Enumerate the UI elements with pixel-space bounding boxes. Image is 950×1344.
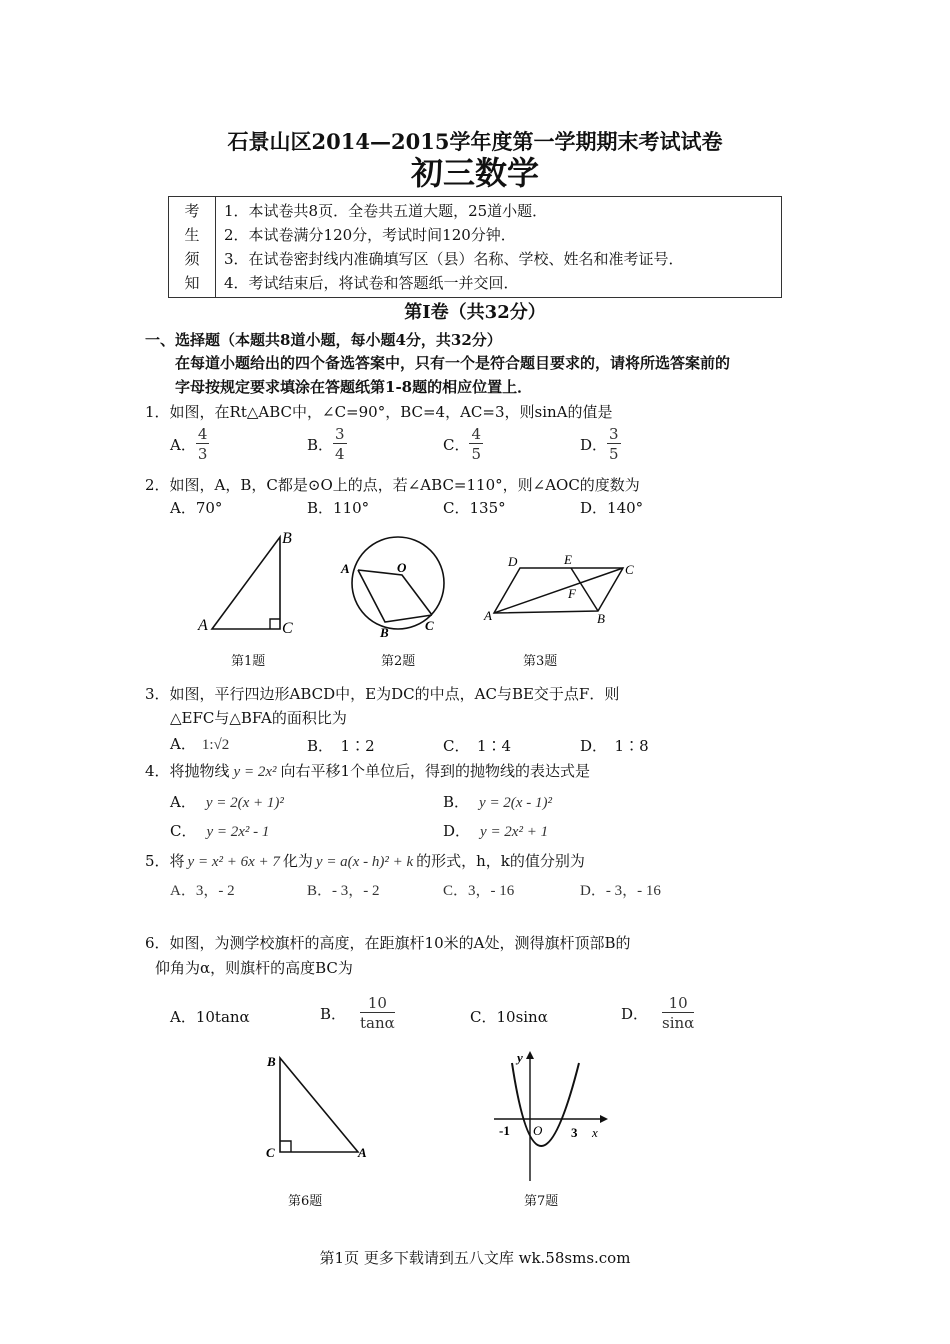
fraction: $\frac{10}{\sin\alpha}$ <box>662 994 695 1032</box>
triangle-bca <box>280 1058 358 1152</box>
q5-option-d: D．- 3，- 16 <box>580 883 661 899</box>
notice-head-char: 考 <box>184 202 200 220</box>
fraction: $\frac{4}{3}$ <box>197 425 208 463</box>
notice-item: 1．本试卷共8页．全卷共五道大题，25道小题． <box>224 202 548 220</box>
q4-option-b: B． y = 2(x - 1)² <box>443 793 552 811</box>
figure-3 <box>478 548 648 628</box>
section1-instruction: 在每道小题给出的四个备选答案中，只有一个是符合题目要求的，请将所选答案前的 <box>175 354 731 372</box>
q6-option-d: D． $\frac{10}{\sin\alpha}$ <box>621 994 695 1032</box>
q6-text-line1: 6．如图，为测学校旗杆的高度，在距旗杆10米的A处，测得旗杆顶部B的 <box>145 934 631 952</box>
exam-subtitle: 初三数学 <box>410 154 539 192</box>
notice-table <box>168 196 782 298</box>
option-label: A． <box>170 735 196 753</box>
q2-option-d: D．140° <box>580 499 644 517</box>
figure-2 <box>338 530 450 642</box>
fig6-caption: 第6题 <box>288 1194 323 1209</box>
fraction: $\frac{4}{5}$ <box>471 425 482 463</box>
part1-title: 第Ⅰ卷（共32分） <box>404 302 546 323</box>
q3-option-a <box>170 733 229 754</box>
q2-option-c: C．135° <box>443 499 506 517</box>
label-three: 3 <box>571 1125 578 1140</box>
chord-abc <box>358 570 432 622</box>
label-b: B <box>282 530 292 547</box>
notice-head-char: 生 <box>184 226 200 244</box>
label-c: C <box>625 562 634 577</box>
parabola-curve <box>512 1063 579 1146</box>
q3-text-line1: 3．如图，平行四边形ABCD中，E为DC的中点，AC与BE交于点F．则 <box>145 685 620 703</box>
fig3-caption: 第3题 <box>523 654 558 669</box>
q5-option-c: C．3，- 16 <box>443 883 515 899</box>
label-e: E <box>564 552 572 567</box>
notice-body <box>216 197 782 298</box>
q5-text: 5．将 y = x² + 6x + 7 化为 y = a(x - h)² + k 的形式，h，k的值分别为 <box>145 852 585 870</box>
triangle-abc <box>212 537 280 629</box>
diagonal-ac <box>494 568 623 613</box>
label-c: C <box>282 620 293 637</box>
q1-option-b <box>307 425 347 464</box>
math-expression: y = 2(x + 1)² <box>205 795 284 811</box>
label-y: y <box>517 1050 523 1065</box>
q3-option-b: B． 1∶2 <box>307 737 375 755</box>
page-footer: 第1页 更多下载请到五八文库 wk.58sms.com <box>319 1249 631 1267</box>
q6-text-line2: 仰角为α，则旗杆的高度BC为 <box>155 959 353 977</box>
math-expression: y = 2(x - 1)² <box>479 795 552 811</box>
label-b: B <box>597 611 605 626</box>
option-label: A． <box>170 436 196 454</box>
q6-option-c: C．10sinα <box>470 1008 548 1026</box>
q4-text: 4．将抛物线 y = 2x² 向右平移1个单位后，得到的抛物线的表达式是 <box>145 762 591 780</box>
q5-option-b: B．- 3，- 2 <box>307 883 380 899</box>
math-expression: y = 2x² <box>233 764 277 780</box>
q4-option-d: D． y = 2x² + 1 <box>443 822 549 840</box>
label-b: B <box>267 1054 276 1069</box>
notice-head <box>169 197 216 298</box>
fig1-caption: 第1题 <box>231 654 266 669</box>
q3-option-d: D． 1∶8 <box>580 737 649 755</box>
notice-item: 3．在试卷密封线内准确填写区（县）名称、学校、姓名和准考证号． <box>224 250 684 268</box>
figure-1 <box>190 525 310 640</box>
label-d: D <box>508 554 518 569</box>
label-a: A <box>484 608 492 623</box>
q1-option-d <box>580 425 621 464</box>
label-c: C <box>266 1145 275 1160</box>
q1-text: 1．如图，在Rt△ABC中，∠C=90°，BC=4，AC=3，则sinA的值是 <box>145 403 613 421</box>
math-expression: y = x² + 6x + 7 <box>187 854 280 870</box>
notice-item: 2．本试卷满分120分，考试时间120分钟． <box>224 226 516 244</box>
exam-title: 石景山区2014—2015学年度第一学期期末考试试卷 <box>227 129 723 154</box>
math-expression: y = 2x² + 1 <box>480 824 549 840</box>
option-label: C． <box>443 436 470 454</box>
fig2-caption: 第2题 <box>381 654 416 669</box>
notice-item: 4．考试结束后，将试卷和答题纸一并交回． <box>224 274 519 292</box>
label-a: A <box>341 561 350 576</box>
fraction: $\frac{10}{\tan\alpha}$ <box>360 994 395 1032</box>
right-angle-mark <box>280 1141 291 1152</box>
q1-option-c <box>443 425 483 464</box>
label-o: O <box>533 1123 543 1138</box>
math-expression: 1:√2 <box>201 737 230 753</box>
q6-option-b: B． $\frac{10}{\tan\alpha}$ <box>320 994 395 1032</box>
label-x: x <box>592 1125 598 1140</box>
fraction: $\frac{3}{5}$ <box>609 425 619 463</box>
q3-text-line2: △EFC与△BFA的面积比为 <box>170 709 347 727</box>
notice-head-char: 须 <box>184 250 200 268</box>
q4-option-c: C． y = 2x² - 1 <box>170 822 270 840</box>
label-o: O <box>397 560 407 575</box>
option-label: B． <box>307 436 334 454</box>
label-a: A <box>198 617 208 634</box>
label-b: B <box>380 625 389 640</box>
q1-option-a <box>170 425 209 464</box>
q3-option-c: C． 1∶4 <box>443 737 512 755</box>
label-a: A <box>358 1145 367 1160</box>
right-angle-mark <box>270 619 280 629</box>
fig7-caption: 第7题 <box>524 1194 559 1209</box>
math-expression: y = 2x² - 1 <box>206 824 270 840</box>
q4-option-a: A． y = 2(x + 1)² <box>170 793 284 811</box>
x-axis-arrow-icon <box>600 1115 608 1123</box>
label-c: C <box>425 618 434 633</box>
q6-option-a: A．10tanα <box>170 1008 250 1026</box>
y-axis-arrow-icon <box>526 1051 534 1059</box>
q2-option-a: A．70° <box>170 499 223 517</box>
label-minus-one: -1 <box>499 1123 510 1138</box>
option-label: D． <box>580 436 608 454</box>
label-f: F <box>568 586 576 601</box>
q2-option-b: B．110° <box>307 499 370 517</box>
fraction: $\frac{3}{4}$ <box>335 425 345 463</box>
figure-6 <box>262 1050 377 1165</box>
section1-title: 一、选择题（本题共8道小题，每小题4分，共32分） <box>145 331 502 349</box>
notice-head-char: 知 <box>184 274 200 292</box>
q2-text: 2．如图，A，B，C都是⊙O上的点，若∠ABC=110°，则∠AOC的度数为 <box>145 476 640 494</box>
figure-7 <box>490 1045 615 1185</box>
math-expression: y = a(x - h)² + k <box>315 854 414 870</box>
q5-option-a: A．3，- 2 <box>170 883 235 899</box>
section1-instruction: 字母按规定要求填涂在答题纸第1-8题的相应位置上． <box>175 378 533 396</box>
